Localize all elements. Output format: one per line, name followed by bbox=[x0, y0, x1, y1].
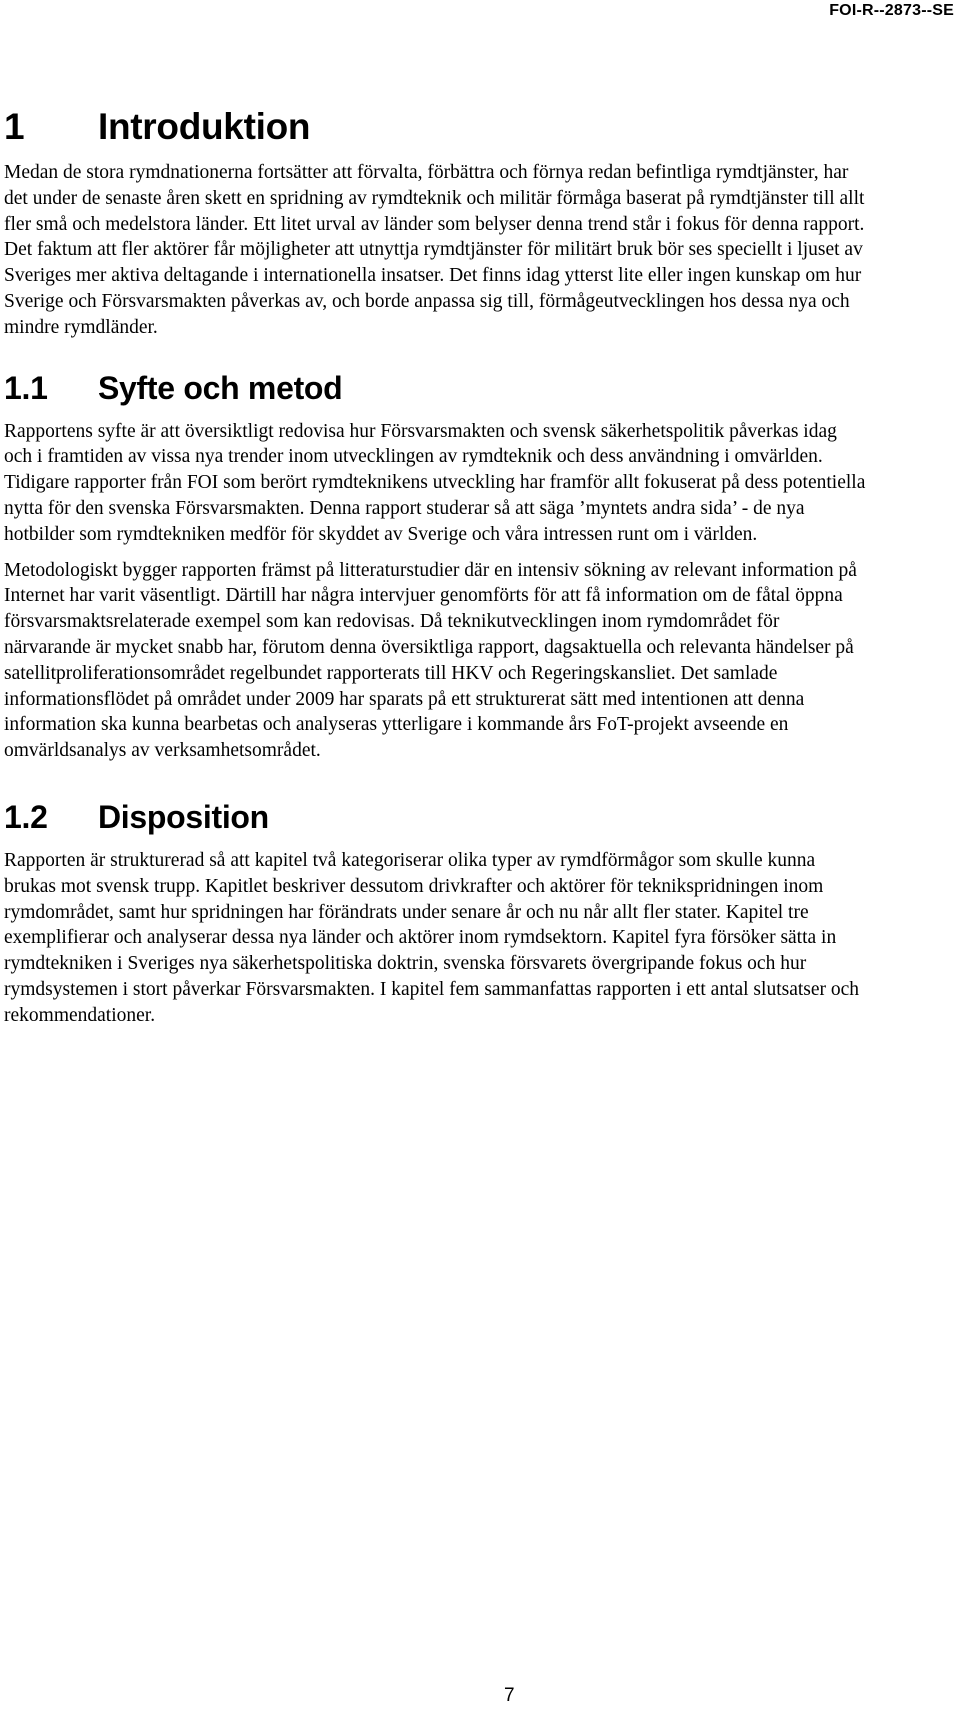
intro-paragraph: Medan de stora rymdnationerna fortsätter att förvalta, förbättra och förnya redan befintliga rymdtjänster, har det under de senaste åren skett en spridning av rymdteknik och militär förmåga baserat på rymdtjänster till allt fler små och medelstora länder. Ett litet urval av länder som belyser denna trend står i fokus för denna rapport. Det faktum att fler aktörer får möjligheter att utnyttja rymdtjänster för militärt bruk bör ses speciellt i ljuset av Sveriges mer aktiva deltagande i internationella insatser. Det finns idag ytterst lite eller ingen kunskap om hur Sverige och Försvarsmakten påverkas av, och borde anpassa sig till, förmågeutvecklingen hos dessa nya och mindre rymdländer. bbox=[4, 162, 865, 338]
document-body bbox=[4, 96, 866, 1029]
section-number: 1.2 bbox=[4, 798, 48, 835]
chapter-number: 1 bbox=[4, 106, 25, 147]
section-title: Disposition bbox=[98, 798, 269, 835]
chapter-heading bbox=[4, 96, 866, 158]
report-id: FOI-R--2873--SE bbox=[829, 2, 954, 19]
purpose-paragraph: Rapportens syfte är att översiktligt redovisa hur Försvarsmakten och svensk säkerhetspolitik påverkas idag och i framtiden av vissa nya trender inom utvecklingen av rymdteknik och dess användning i omvärlden. Tidigare rapporter från FOI som berört rymdteknikens utveckling har framför allt fokuserat på dess potentiella nytta för den svenska Försvarsmakten. Denna rapport studerar så att säga ’myntets andra sida’ - de nya hotbilder som rymdtekniken medför för skyddet av Sverige och våra intressen runt om i världen. bbox=[4, 420, 866, 545]
section-title: Syfte och metod bbox=[98, 369, 343, 406]
section-heading-disposition bbox=[4, 792, 866, 842]
chapter-title: Introduktion bbox=[98, 106, 311, 147]
disposition-paragraph: Rapporten är strukturerad så att kapitel två kategoriserar olika typer av rymdförmågor som skulle kunna brukas mot svensk trupp. Kapitlet beskriver dessutom drivkrafter och aktörer för teknikspridningen inom rymdområdet, samt hur spridningen har förändrats under senare år och nu når allt fler stater. Kapitel tre exemplifierar och analyserar dessa nya länder och aktörer inom rymdsektorn. Kapitel fyra försöker sätta in rymdtekniken i Sveriges nya säkerhetspolitiska doktrin, svenska försvarets övergripande fokus och hur rymdsystemen i stort påverkar Försvarsmakten. I kapitel fem sammanfattas rapporten i ett antal slutsatser och rekommendationer. bbox=[4, 849, 860, 1026]
section-heading-syfte-och-metod bbox=[4, 363, 866, 413]
page-number: 7 bbox=[504, 1685, 515, 1706]
section-number: 1.1 bbox=[4, 369, 48, 406]
method-paragraph: Metodologiskt bygger rapporten främst på litteraturstudier där en intensiv sökning av relevant information på Internet har varit väsentligt. Därtill har några intervjuer genomförts för att få information om de fåtal öppna försvarsmaktsrelaterade exempel som kan redovisas. Då teknikutvecklingen inom rymdområdet för närvarande är mycket snabb har, förutom denna översiktliga rapport, dagsaktuella och relevanta händelser på satellitproliferationsområdet regelbundet rapporterats till HKV och Regeringskansliet. Det samlade informationsflödet på området under 2009 har sparats på ett strukturerat sätt med intentionen att denna information ska kunna bearbetas och analyseras ytterligare i kommande års FoT-projekt avseende en omvärldsanalys av verksamhetsområdet. bbox=[4, 559, 857, 762]
